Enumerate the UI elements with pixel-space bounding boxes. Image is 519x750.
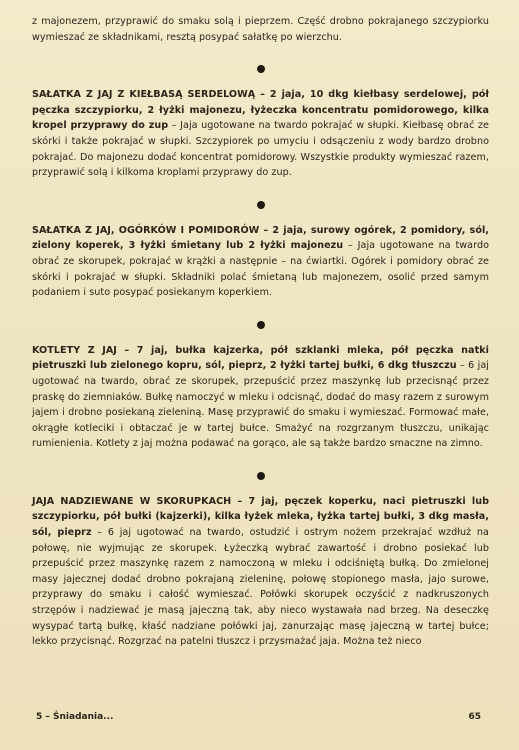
recipe-heading: KOTLETY Z JAJ – 7 jaj, bułka kajzerka, pół szklanki mleka, pół pęczka natki pietruszki lub zielonego kopru, sól, pieprz, 2 łyżki tartej bułki, 6 dkg tłuszczu — [32, 344, 489, 372]
recipe-cucumber-tomato-salad — [32, 223, 489, 301]
page-footer — [36, 712, 481, 722]
chapter-label: 5 – Śniadania... — [36, 712, 114, 722]
recipe-heading: SAŁATKA Z JAJ Z KIEŁBASĄ SERDELOWĄ – 2 jaja, 10 dkg kiełbasy serdelowej, pół pęczka szczypiorku, 2 łyżki majonezu, łyżeczka koncentratu pomidorowego, kilka kropel przyprawy do zup — [32, 89, 489, 132]
recipe-heading: SAŁATKA Z JAJ, OGÓRKÓW I POMIDORÓW – 2 jaja, surowy ogórek, 2 pomidory, sól, zielony koperek, 3 łyżki śmietany lub 2 łyżki majonezu — [32, 224, 489, 252]
recipe-body: – Jaja ugotowane na twardo pokrajać w słupki. Kiełbasę obrać ze skórki i także pokrajać w słupki. Szczypiorek po umyciu i odsączeniu z wody bardzo drobno pokrajać. Do majonezu dodać koncentrat pomidorowy. Wszystkie produkty wymieszać razem, przyprawić solą i kilkoma kroplami przyprawy do zup. — [32, 120, 489, 179]
separator-bullet — [257, 321, 265, 329]
separator-bullet — [257, 472, 265, 480]
recipe-body: – Jaja ugotowane na twardo obrać ze skorupek, pokrajać w krążki a następnie – na ćwiartki. Ogórek i pomidory obrać ze skórki i pokrajać w słupki. Składniki polać śmietaną lub majonezem, osolić przed samym podaniem i suto posypać posiekanym koperkiem. — [32, 240, 490, 299]
intro-paragraph: z majonezem, przyprawić do smaku solą i pieprzem. Część drobno pokrajanego szczypiorku wymieszać ze składnikami, resztą posypać sałatkę po wierzchu. — [32, 16, 489, 43]
recipe-sausage-salad — [32, 87, 489, 181]
recipe-body: – 6 jaj ugotować na twardo, ostudzić i ostrym nożem przekrajać wzdłuż na połowę, nie wyjmując ze skorupek. Łyżeczką wybrać zawartość i drobno posiekać lub przepuścić przez maszynkę razem z namoczoną w mleku i odciśniętą bułką. Do zmielonej masy jajecznej dodać drobno pokrajaną zieleninę, połowę stopionego masła, jajo surowe, przyprawy do smaku i całość wymieszać. Połówki skorupek oczyścić z nadkruszonych strzępów i nadziewać je masą jajeczną tak, aby nieco wystawała nad brzeg. Na deseczkę wysypać tartą bułkę, kłaść nadziane połówki jaj, zanurzając masę jajeczną w tartej bułce; lekko przycisnąć. Rozgrzać na patelni tłuszcz i przysmażać jaja. Można też nieco — [32, 527, 489, 648]
recipe-stuffed-eggs — [32, 494, 489, 650]
separator-bullet — [257, 201, 265, 209]
recipe-body: – 6 jaj ugotować na twardo, obrać ze skorupek, przepuścić przez maszynkę lub przecisnąć przez praskę do ziemniaków. Bułkę namoczyć w mleku i odcisnąć, dodać do masy razem z surowym jajem i drobno posiekaną zieleniną. Masę przyprawić do smaku i wymieszać. Formować małe, okrągłe kotleciki i obtaczać je w tartej bułce. Smażyć na rozgrzanym tłuszczu, unikając rumienienia. Kotlety z jaj można podawać na gorąco, ale są także bardzo smaczne na zimno. — [32, 360, 489, 450]
recipe-egg-cutlets — [32, 343, 489, 452]
page-number: 65 — [468, 712, 481, 722]
separator-bullet — [257, 65, 265, 73]
recipe-heading: JAJA NADZIEWANE W SKORUPKACH – 7 jaj, pęczek koperku, naci pietruszki lub szczypiorku, pół bułki (kajzerki), kilka łyżek mleka, łyżka tartej bułki, 3 dkg masła, sól, pieprz — [32, 495, 489, 539]
